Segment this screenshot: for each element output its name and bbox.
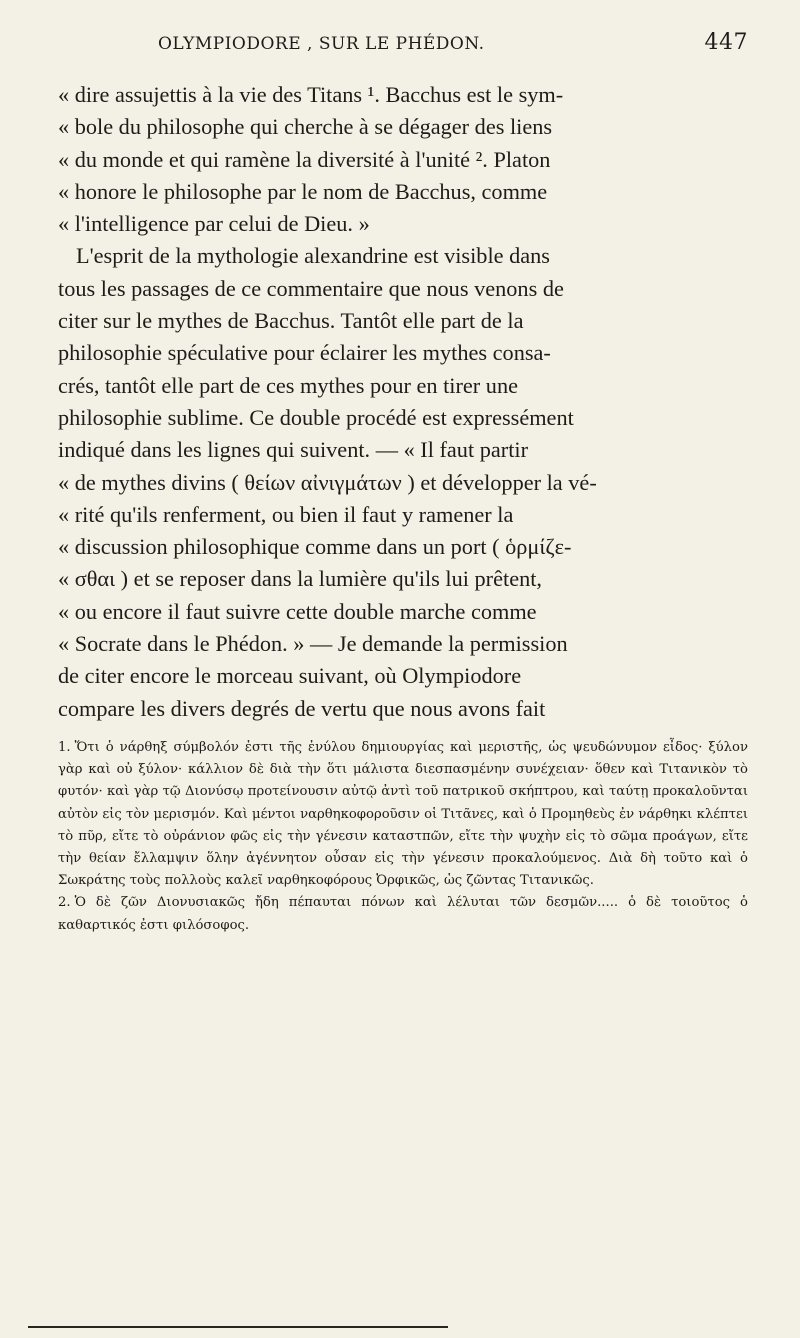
text-line: tous les passages de ce commentaire que nous venons de bbox=[58, 275, 564, 301]
text-line: « rité qu'ils renferment, ou bien il faut y ramener la bbox=[58, 501, 514, 527]
text-line: « de mythes divins ( θείων αἰνιγμάτων ) et développer la vé- bbox=[58, 469, 597, 495]
footnote-mark: 1. bbox=[58, 739, 71, 755]
text-line: crés, tantôt elle part de ces mythes pour en tirer une bbox=[58, 372, 519, 398]
text-line: « honore le philosophe par le nom de Bacchus, comme bbox=[58, 178, 548, 204]
footnote-text: Ὁ δὲ ζῶν Διονυσιακῶς ἤδη πέπαυται πόνων καὶ λέλυται τῶν δεσμῶν..... ὁ δὲ τοιοῦτος ὁ καθαρτικός ἐστι φιλόσοφος. bbox=[58, 895, 748, 933]
bottom-rule bbox=[28, 1326, 448, 1328]
text-line: « discussion philosophique comme dans un port ( ὁρμίζε- bbox=[58, 534, 572, 560]
page-number: 447 bbox=[704, 30, 748, 55]
text-line: « du monde et qui ramène la diversité à l'unité ². Platon bbox=[58, 146, 551, 172]
text-line: « ou encore il faut suivre cette double marche comme bbox=[58, 598, 537, 624]
text-line: « dire assujettis à la vie des Titans ¹. Bacchus est le sym- bbox=[58, 82, 564, 107]
footnote-mark: 2. bbox=[58, 895, 71, 911]
text-line: « l'intelligence par celui de Dieu. » bbox=[58, 211, 370, 237]
footnotes bbox=[58, 737, 748, 937]
text-line: citer sur le mythes de Bacchus. Tantôt elle part de la bbox=[58, 308, 524, 334]
text-line: « Socrate dans le Phédon. » — Je demande la permission bbox=[58, 631, 568, 657]
text-line: philosophie sublime. Ce double procédé est expressément bbox=[58, 404, 574, 430]
footnote-2 bbox=[58, 892, 748, 936]
running-title: OLYMPIODORE , SUR LE PHÉDON. bbox=[158, 34, 485, 54]
document-page bbox=[58, 30, 748, 937]
text-line: « bole du philosophe qui cherche à se dégager des liens bbox=[58, 114, 553, 140]
text-line: compare les divers degrés de vertu que nous avons fait bbox=[58, 695, 546, 721]
footnote-text: Ὅτι ὁ νάρθηξ σύμβολόν ἐστι τῆς ἐνύλου δημιουργίας καὶ μεριστῆς, ὡς ψευδώνυμον εἶδος· ξύλον γὰρ καὶ οὐ ξύλον· κάλλιον δὲ διὰ τὴν ὅτι μάλιστα διεσπασμένην συνέχειαν· ὅθεν καὶ Τιτανικὸν τὸ φυτόν· καὶ γὰρ τῷ Διονύσῳ προτείνουσιν αὐτῷ ἀντὶ τοῦ πατρικοῦ σκήπτρου, καὶ ταύτῃ προκαλοῦνται αὐτὸν εἰς τὸν μερισμόν. Καὶ μέντοι ναρθηκοφοροῦσιν οἱ Τιτᾶνες, καὶ ὁ Προμηθεὺς ἐν νάρθηκι κλέπτει τὸ πῦρ, εἴτε τὸ οὐράνιον φῶς εἰς τὴν γένεσιν καταστπῶν, εἴτε τὴν ψυχὴν εἰς τὸ σῶμα προάγων, εἴτε τὴν θείαν ἔλλαμψιν ὅλην ἀγέννητον οὖσαν εἰς τὴν γένεσιν προκαλούμενος. Διὰ δὴ τοῦτο καὶ ὁ Σωκράτης τοὺς πολλοὺς καλεῖ ναρθηκοφόρους Ὀρφικῶς, ὡς ζῶντας Τιτανικῶς. bbox=[58, 739, 748, 889]
text-line: L'esprit de la mythologie alexandrine est visible dans bbox=[76, 243, 550, 269]
text-line: de citer encore le morceau suivant, où Olympiodore bbox=[58, 663, 522, 689]
page-header bbox=[158, 30, 748, 55]
body-text bbox=[58, 79, 748, 725]
text-line: philosophie spéculative pour éclairer les mythes consa- bbox=[58, 340, 551, 366]
text-line: « σθαι ) et se reposer dans la lumière qu'ils lui prêtent, bbox=[58, 566, 543, 592]
footnote-1 bbox=[58, 737, 748, 892]
text-line: indiqué dans les lignes qui suivent. — « Il faut partir bbox=[58, 437, 529, 463]
